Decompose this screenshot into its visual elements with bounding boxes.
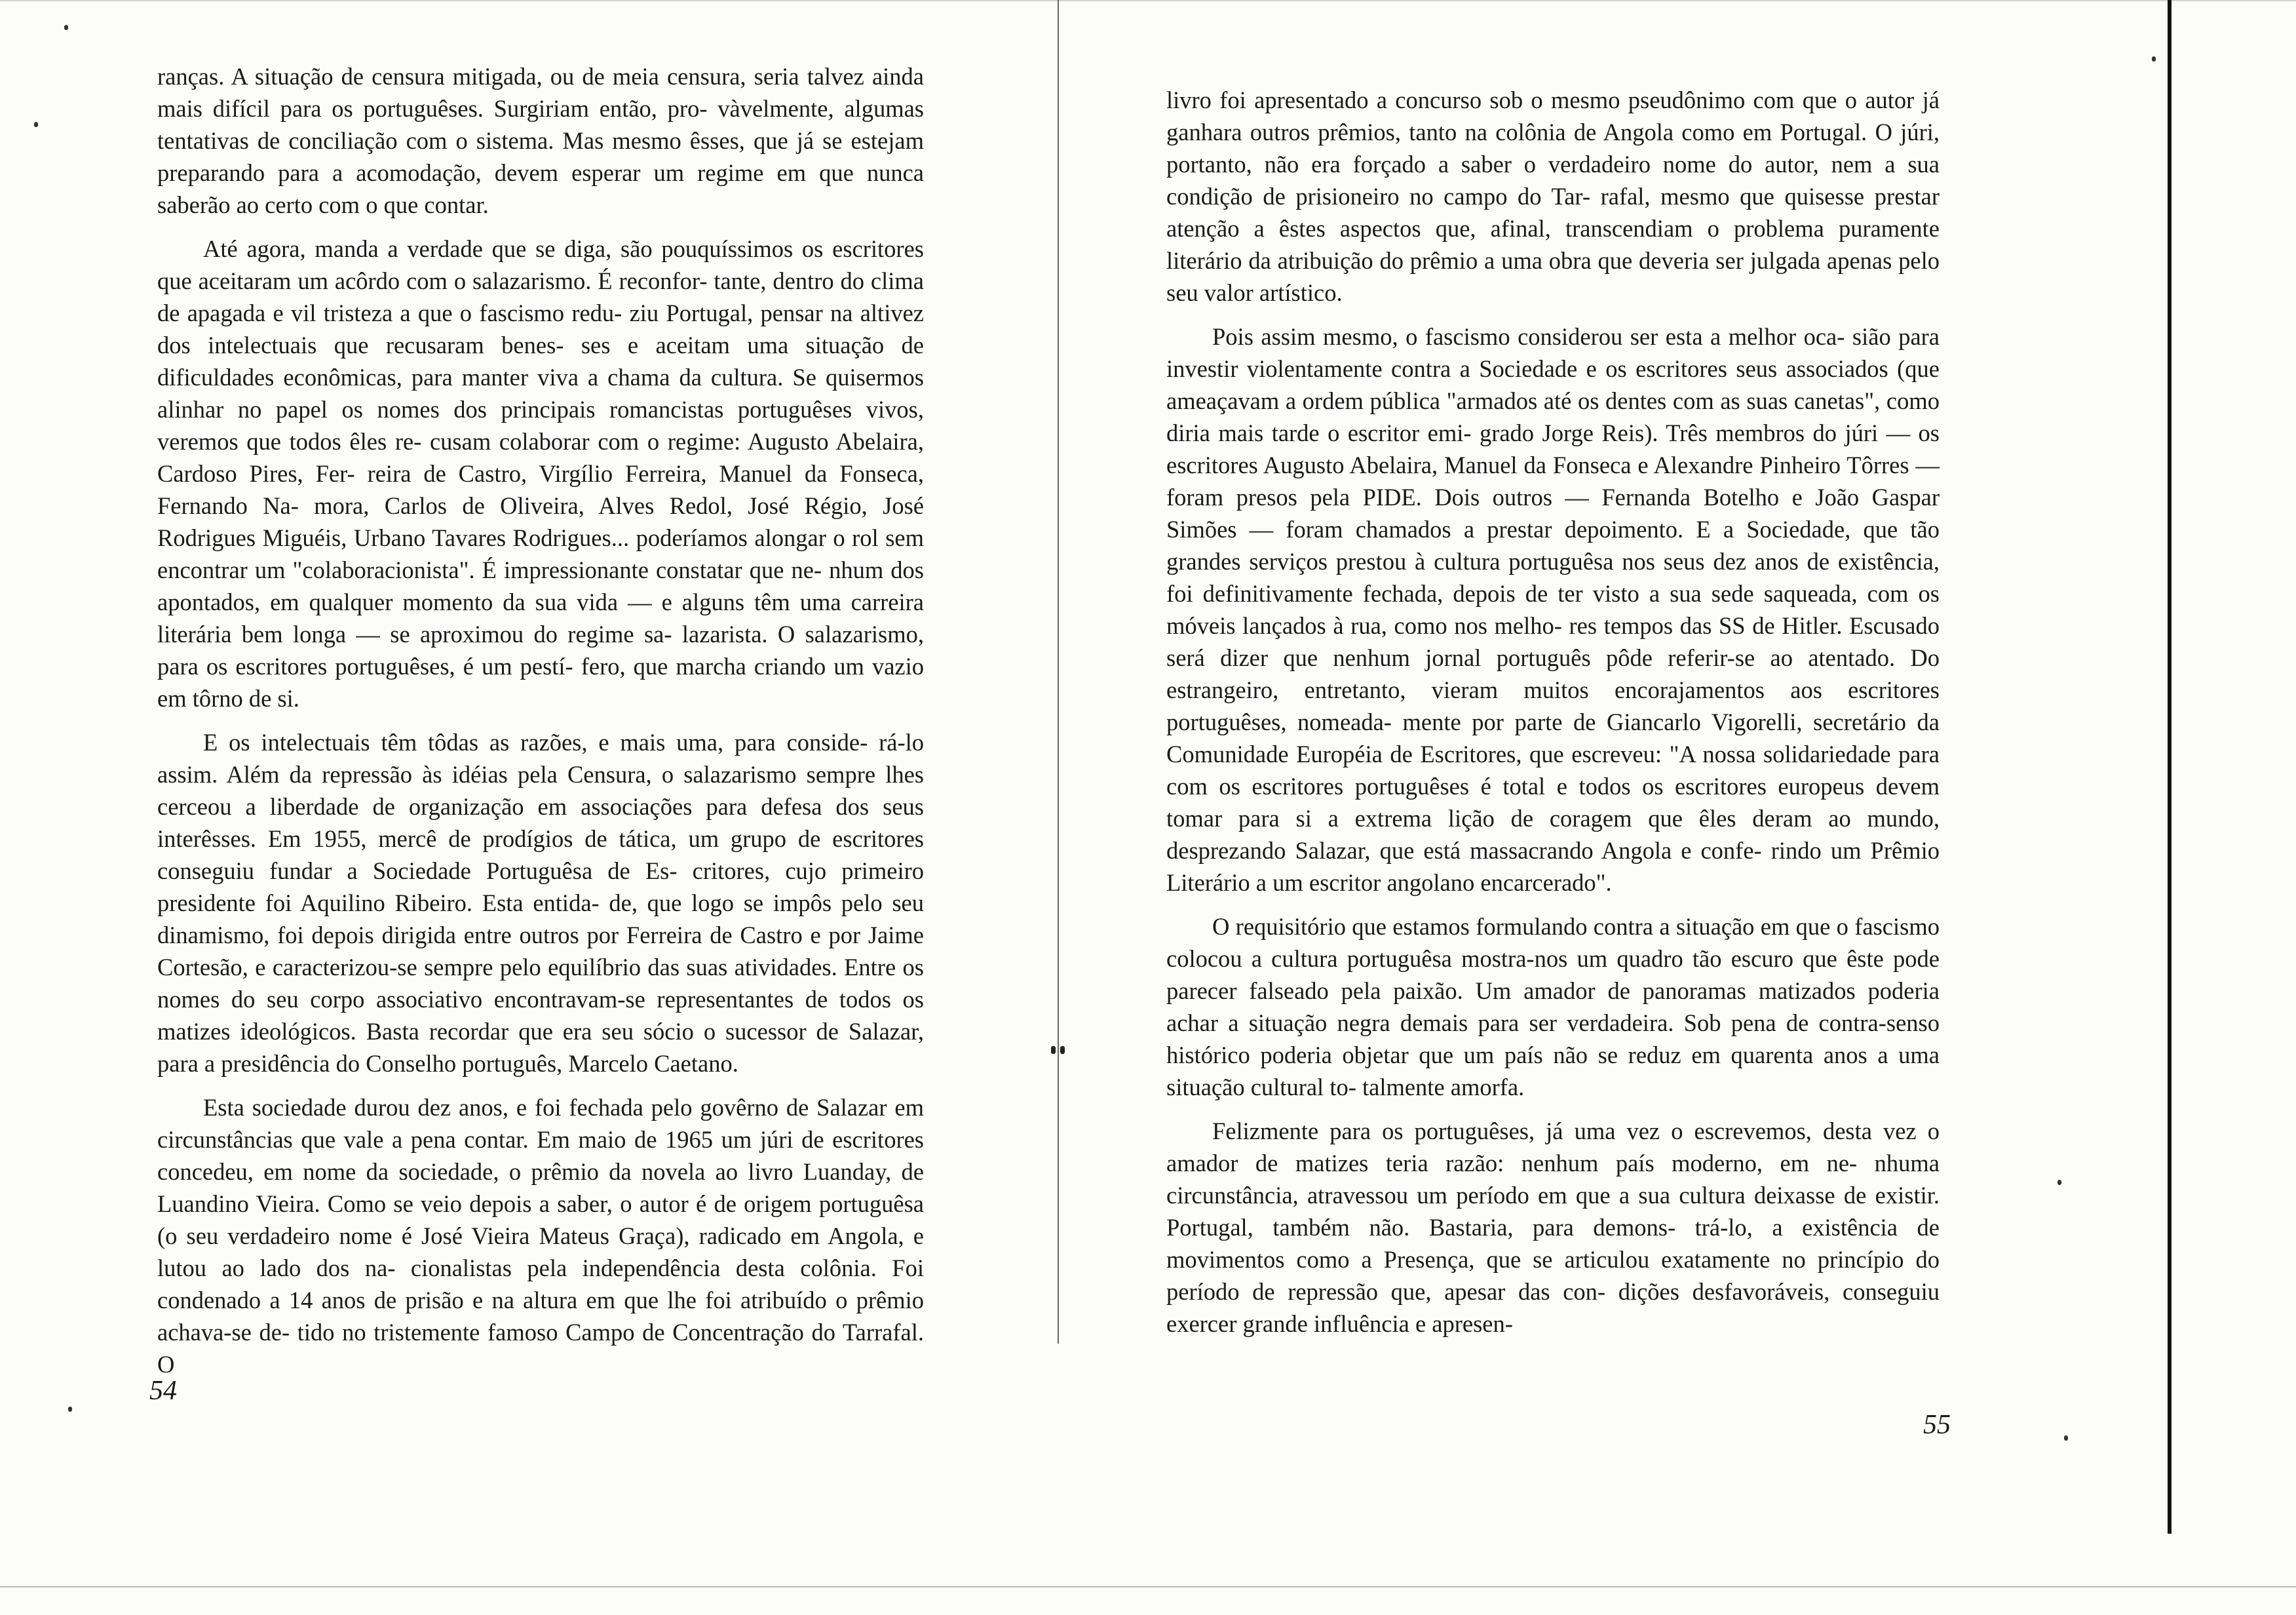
page-number-left: 54 [149,1376,177,1406]
scan-speck [2064,1435,2068,1441]
page-edge-shadow [2168,0,2172,1534]
scan-speck [68,1407,72,1412]
paragraph: Felizmente para os portuguêses, já uma vez o escrevemos, desta vez o amador de matizes teria razão: nenhum país moderno, em ne- nhuma circunstância, atravessou um período em que a sua cultura deixasse de existir. Portugal, também não. Bastaria, para demons- trá-lo, a existência de movimentos como a Presença, que se articulou exatamente no princípio do período de repressão que, apesar das con- dições desfavoráveis, conseguiu exercer grande influência e apresen- [1166,1118,1940,1337]
scan-speck [2152,56,2156,62]
paragraph: O requisitório que estamos formulando contra a situação em que o fascismo colocou a cultura portuguêsa mostra-nos um quadro tão escuro que êste pode parecer falseado pela paixão. Um amador de panoramas matizados poderia achar a situação negra demais para ser verdadeira. Sob pena de contra-senso histórico poderia objetar que um país não se reduz em quarenta anos a uma situação cultural to- talmente amorfa. [1166,913,1940,1100]
scan-speck [64,25,68,30]
paragraph: Esta sociedade durou dez anos, e foi fechada pelo govêrno de Salazar em circunstâncias que vale a pena contar. Em maio de 1965 um júri de escritores concedeu, em nome da sociedade, o prêmio da novela ao livro Luanday, de Luandino Vieira. Como se veio depois a saber, o autor é de origem portuguêsa (o seu verdadeiro nome é José Vieira Mateus Graça), radicado em Angola, e lutou ao lado dos na- cionalistas pela independência desta colônia. Foi condenado a 14 anos de prisão e na altura em que lhe foi atribuído o prêmio achava-se de- tido no tristemente famoso Campo de Concentração do Tarrafal. O [157,1094,924,1378]
page-number-right: 55 [1923,1410,1951,1440]
paragraph: E os intelectuais têm tôdas as razões, e mais uma, para conside- rá-lo assim. Além da repressão às idéias pela Censura, o salazarismo sempre lhes cerceou a liberdade de organização em associações para defesa dos seus interêsses. Em 1955, mercê de prodígios de tática, um grupo de escritores conseguiu fundar a Sociedade Portuguêsa de Es- critores, cujo primeiro presidente foi Aquilino Ribeiro. Esta entida- de, que logo se impôs pelo seu dinamismo, foi depois dirigida entre outros por Ferreira de Castro e por Jaime Cortesão, e caracterizou-se sempre pelo equilíbrio das suas atividades. Entre os nomes do seu corpo associativo encontravam-se representantes de todos os matizes ideológicos. Basta recordar que era seu sócio o sucessor de Salazar, para a presidência do Conselho português, Marcelo Caetano. [157,729,924,1077]
scan-speck [34,122,38,127]
paragraph: Pois assim mesmo, o fascismo considerou ser esta a melhor oca- sião para investir violentamente contra a Sociedade e os escritores seus associados (que ameaçavam a ordem pública "armados até os dentes com as suas canetas", como diria mais tarde o escritor emi- grado Jorge Reis). Três membros do júri — os escritores Augusto Abelaira, Manuel da Fonseca e Alexandre Pinheiro Tôrres — foram presos pela PIDE. Dois outros — Fernanda Botelho e João Gaspar Simões — foram chamados a prestar depoimento. E a Sociedade, que tão grandes serviços prestou à cultura portuguêsa nos seus dez anos de existência, foi definitivamente fechada, depois de ter visto a sua sede saqueada, com os móveis lançados à rua, como nos melho- res tempos das SS de Hitler. Escusado será dizer que nenhum jornal português pôde referir-se ao atentado. Do estrangeiro, entretanto, vieram muitos encorajamentos aos escritores portuguêses, nomeada- mente por parte de Giancarlo Vigorelli, secretário da Comunidade Européia de Escritores, que escreveu: "A nossa solidariedade para com os escritores portuguêses é total e todos os escritores europeus devem tomar para si a extrema lição de coragem que êles deram ao mundo, desprezando Salazar, que está massacrando Angola e confe- rindo um Prêmio Literário a um escritor angolano encarcerado". [1166,323,1940,896]
left-page [0,0,1062,1615]
left-page-text [157,60,924,1392]
paragraph: ranças. A situação de censura mitigada, ou de meia censura, seria talvez ainda mais difícil para os portuguêses. Surgiriam então, pro- vàvelmente, algumas tentativas de conciliação com o sistema. Mas mesmo êsses, que já se estejam preparando para a acomodação, devem esperar um regime em que nunca saberão ao certo com o que contar. [157,63,924,218]
paragraph: Até agora, manda a verdade que se diga, são pouquíssimos os escritores que aceitaram um acôrdo com o salazarismo. É reconfor- tante, dentro do clima de apagada e vil tristeza a que o fascismo redu- ziu Portugal, pensar na altivez dos intelectuais que recusaram benes- ses e aceitam uma situação de dificuldades econômicas, para manter viva a chama da cultura. Se quisermos alinhar no papel os nomes dos principais romancistas portuguêses vivos, veremos que todos êles re- cusam colaborar com o regime: Augusto Abelaira, Cardoso Pires, Fer- reira de Castro, Virgílio Ferreira, Manuel da Fonseca, Fernando Na- mora, Carlos de Oliveira, Alves Redol, José Régio, José Rodrigues Miguéis, Urbano Tavares Rodrigues... poderíamos alongar o rol sem encontrar um "colaboracionista". É impressionante constatar que ne- nhum dos apontados, em qualquer momento da sua vida — e alguns têm uma carreira literária bem longa — se aproximou do regime sa- lazarista. O salazarismo, para os escritores portuguêses, é um pestí- fero, que marcha criando um vazio em tôrno de si. [157,235,924,712]
scan-speck [2057,1180,2061,1185]
right-page-text [1166,84,1940,1352]
paragraph: livro foi apresentado a concurso sob o mesmo pseudônimo com que o autor já ganhara outros prêmios, tanto na colônia de Angola como em Portugal. O júri, portanto, não era forçado a saber o verdadeiro nome do autor, nem a sua condição de prisioneiro no campo do Tar- rafal, mesmo que quisesse prestar atenção a êstes aspectos que, afinal, transcendiam o problema puramente literário da atribuição do prêmio a uma obra que deveria ser julgada apenas pelo seu valor artístico. [1166,87,1940,306]
gutter-line [1058,0,1059,1344]
right-page [1062,0,2296,1615]
bottom-edge-line [0,1586,2296,1587]
